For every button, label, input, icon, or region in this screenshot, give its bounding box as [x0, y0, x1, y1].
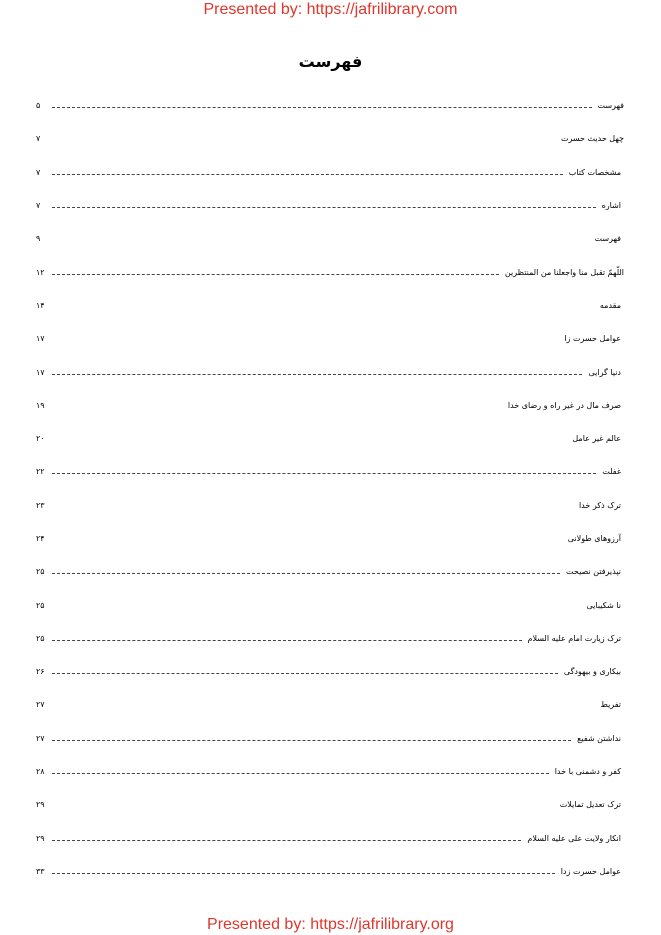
toc-entry[interactable] [36, 588, 624, 621]
toc-entry-title: مقدمه [599, 300, 621, 310]
toc-entry-title: ترک ذکر خدا [578, 500, 621, 510]
toc-entry[interactable] [36, 322, 624, 355]
toc-entry-page-number: ۲۳ [36, 500, 45, 510]
toc-entry-title: اللّهمّ تقبل منا واجعلنا من المنتظرین [504, 267, 624, 277]
toc-entry-page-number: ۲۹ [36, 833, 45, 843]
toc-entry-page-number: ۲۵ [36, 567, 45, 577]
toc-entry-page-number: ۲۵ [36, 633, 45, 643]
toc-dotted-leader [52, 473, 596, 474]
toc-entry[interactable] [36, 489, 624, 522]
toc-entry-title: چهل حدیث حسرت [560, 134, 624, 144]
toc-dotted-leader [52, 640, 522, 641]
toc-entry[interactable] [36, 122, 624, 155]
toc-entry-page-number: ۲۴ [36, 534, 45, 543]
toc-entry-title: فهرست [597, 101, 624, 111]
toc-dotted-leader [52, 274, 499, 275]
toc-entry[interactable] [36, 855, 624, 888]
toc-entry-title: فهرست [594, 234, 621, 244]
toc-entry-page-number: ۲۰ [36, 434, 45, 444]
toc-entry-title: عالم غیر عامل [572, 434, 621, 444]
table-of-contents [36, 89, 624, 888]
toc-entry[interactable] [36, 289, 624, 322]
toc-entry[interactable] [36, 355, 624, 388]
toc-entry[interactable] [36, 89, 624, 122]
toc-entry-page-number: ۲۶ [36, 667, 45, 677]
toc-entry-page-number: ۷ [36, 134, 41, 144]
toc-entry[interactable] [36, 422, 624, 455]
toc-entry-title: انكار ولایت علی علیه السلام [527, 833, 621, 843]
toc-entry[interactable] [36, 788, 624, 821]
toc-entry[interactable] [36, 722, 624, 755]
footer-presented-by-link[interactable]: Presented by: https://jafrilibrary.org [207, 916, 454, 933]
toc-dotted-leader [52, 174, 563, 175]
toc-entry[interactable] [36, 622, 624, 655]
toc-entry[interactable] [36, 255, 624, 288]
toc-entry-page-number: ۳۳ [36, 866, 45, 876]
toc-entry-title: مشخصات كتاب [568, 167, 621, 177]
toc-dotted-leader [52, 673, 558, 674]
toc-entry-page-number: ۱۴ [36, 300, 45, 310]
toc-entry-page-number: ۲۸ [36, 767, 45, 777]
toc-entry-title: نپذیرفتن نصیحت [566, 567, 621, 577]
toc-entry-title: ترک تعدیل تمایلات [559, 800, 621, 810]
toc-dotted-leader [52, 873, 555, 874]
toc-dotted-leader [52, 573, 560, 574]
toc-entry-title: غفلت [602, 467, 621, 477]
toc-entry-title: اشاره [601, 201, 621, 211]
toc-entry-title: ترک زیارت امام علیه السلام [527, 633, 621, 643]
toc-entry-title: نداشتن شفیع [577, 733, 621, 743]
toc-entry[interactable] [36, 755, 624, 788]
toc-dotted-leader [52, 740, 571, 741]
toc-entry[interactable] [36, 455, 624, 488]
toc-dotted-leader [52, 374, 582, 375]
toc-entry-title: عوامل حسرت زا [564, 334, 621, 344]
toc-entry-page-number: ۱۷ [36, 367, 45, 377]
toc-entry-page-number: ۲۵ [36, 600, 45, 610]
toc-entry-page-number: ۱۷ [36, 334, 45, 344]
page-title: فهرست [298, 52, 363, 71]
toc-entry-title: بیکاری و بیهودگی [563, 667, 621, 677]
toc-entry-page-number: ۲۲ [36, 467, 45, 477]
toc-entry[interactable] [36, 688, 624, 721]
toc-entry[interactable] [36, 156, 624, 189]
toc-entry-page-number: ۹ [36, 234, 41, 244]
toc-entry-page-number: ۱۲ [36, 267, 45, 277]
toc-entry[interactable] [36, 189, 624, 222]
toc-dotted-leader [52, 207, 596, 208]
toc-entry-title: كفر و دشمنی با خدا [554, 767, 621, 777]
toc-entry[interactable] [36, 222, 624, 255]
toc-entry-title: نا شکیبایی [586, 600, 621, 610]
toc-entry-title: آرزوهای طولانی [567, 534, 621, 543]
toc-entry-title: دنیا گرایی [588, 367, 621, 377]
toc-entry-page-number: ۱۹ [36, 400, 45, 410]
toc-entry-title: صرف مال در غیر راه و رضای خدا [507, 400, 621, 410]
toc-entry-page-number: ۲۷ [36, 733, 45, 743]
toc-entry-page-number: ۲۹ [36, 800, 45, 810]
toc-dotted-leader [52, 840, 521, 841]
toc-entry[interactable] [36, 522, 624, 555]
header-presented-by-link[interactable]: Presented by: https://jafrilibrary.com [203, 1, 458, 18]
toc-entry-page-number: ۷ [36, 167, 41, 177]
toc-dotted-leader [52, 773, 549, 774]
toc-entry-page-number: ۲۷ [36, 700, 45, 710]
toc-entry-page-number: ۷ [36, 201, 41, 211]
toc-entry[interactable] [36, 822, 624, 855]
toc-entry[interactable] [36, 655, 624, 688]
toc-entry[interactable] [36, 555, 624, 588]
toc-entry[interactable] [36, 389, 624, 422]
toc-dotted-leader [52, 107, 592, 108]
toc-entry-title: عوامل حسرت زدا [560, 866, 621, 876]
toc-entry-page-number: ۵ [36, 101, 41, 111]
toc-entry-title: تفریط [600, 700, 621, 710]
